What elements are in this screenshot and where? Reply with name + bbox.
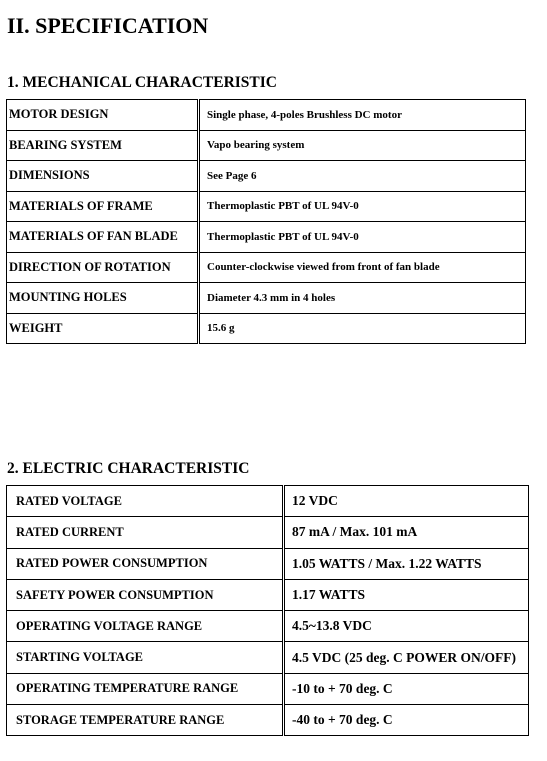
spec-value: See Page 6: [199, 161, 526, 192]
spec-label: MATERIALS OF FRAME: [7, 191, 199, 222]
spec-value: 12 VDC: [284, 486, 529, 517]
spec-label: WEIGHT: [7, 313, 199, 344]
spec-value: -10 to + 70 deg. C: [284, 673, 529, 704]
spec-label: SAFETY POWER CONSUMPTION: [7, 579, 284, 610]
table-row: [7, 642, 529, 673]
spec-label: OPERATING VOLTAGE RANGE: [7, 611, 284, 642]
spec-label: MOTOR DESIGN: [7, 100, 199, 131]
table-row: [7, 191, 526, 222]
spec-label: OPERATING TEMPERATURE RANGE: [7, 673, 284, 704]
table-row: [7, 222, 526, 253]
spec-label: STORAGE TEMPERATURE RANGE: [7, 705, 284, 736]
spec-value: Counter-clockwise viewed from front of fan blade: [199, 252, 526, 283]
spec-value: 4.5~13.8 VDC: [284, 611, 529, 642]
spec-value: 15.6 g: [199, 313, 526, 344]
electric-spec-table: [6, 485, 529, 736]
table-row: [7, 705, 529, 736]
spec-label: MATERIALS OF FAN BLADE: [7, 222, 199, 253]
spec-value: 4.5 VDC (25 deg. C POWER ON/OFF): [284, 642, 529, 673]
table-row: [7, 252, 526, 283]
spec-value: -40 to + 70 deg. C: [284, 705, 529, 736]
table-row: [7, 313, 526, 344]
spec-value: Diameter 4.3 mm in 4 holes: [199, 283, 526, 314]
table-row: [7, 611, 529, 642]
spec-label: BEARING SYSTEM: [7, 130, 199, 161]
spec-value: Thermoplastic PBT of UL 94V-0: [199, 222, 526, 253]
spec-value: 1.05 WATTS / Max. 1.22 WATTS: [284, 548, 529, 579]
table-row: [7, 579, 529, 610]
mechanical-section-heading: 1. MECHANICAL CHARACTERISTIC: [7, 74, 277, 91]
spec-value: 1.17 WATTS: [284, 579, 529, 610]
spec-label: RATED POWER CONSUMPTION: [7, 548, 284, 579]
table-row: [7, 673, 529, 704]
table-row: [7, 548, 529, 579]
spec-label: MOUNTING HOLES: [7, 283, 199, 314]
spec-label: RATED VOLTAGE: [7, 486, 284, 517]
spec-label: DIRECTION OF ROTATION: [7, 252, 199, 283]
table-row: [7, 283, 526, 314]
spec-value: 87 mA / Max. 101 mA: [284, 517, 529, 548]
mechanical-spec-table: [6, 99, 526, 344]
electric-section-heading: 2. ELECTRIC CHARACTERISTIC: [7, 460, 250, 477]
spec-label: STARTING VOLTAGE: [7, 642, 284, 673]
spec-value: Single phase, 4-poles Brushless DC motor: [199, 100, 526, 131]
spec-label: RATED CURRENT: [7, 517, 284, 548]
spec-value: Vapo bearing system: [199, 130, 526, 161]
table-row: [7, 486, 529, 517]
table-row: [7, 161, 526, 192]
page-title: II. SPECIFICATION: [7, 13, 209, 38]
table-row: [7, 100, 526, 131]
table-row: [7, 130, 526, 161]
table-row: [7, 517, 529, 548]
spec-label: DIMENSIONS: [7, 161, 199, 192]
spec-value: Thermoplastic PBT of UL 94V-0: [199, 191, 526, 222]
